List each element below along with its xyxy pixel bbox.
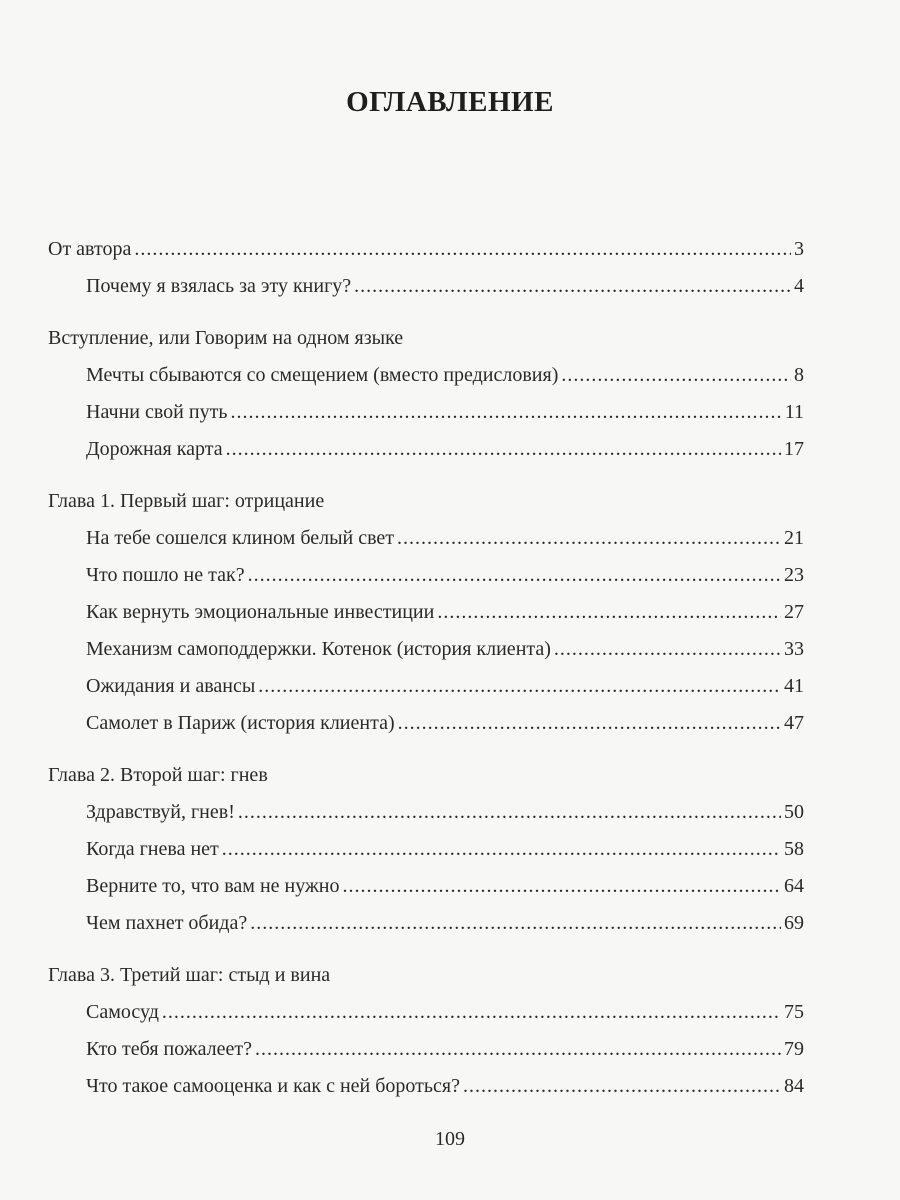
dot-leader — [238, 794, 781, 831]
entry-title: Чем пахнет обида? — [86, 912, 248, 934]
dot-leader — [248, 557, 781, 594]
entry-title: Глава 1. Первый шаг: отрицание — [48, 490, 325, 512]
entry-title: Когда гнева нет — [86, 838, 219, 860]
entry-page: 41 — [784, 675, 804, 697]
entry-page: 47 — [784, 712, 804, 734]
entry-title: Почему я взялась за эту книгу? — [86, 275, 352, 297]
dot-leader — [134, 231, 791, 268]
toc-section — [48, 483, 804, 742]
entry-title: Начни свой путь — [86, 401, 228, 423]
entry-title: Механизм самоподдержки. Котенок (история клиента) — [86, 638, 551, 660]
entry-title: Вступление, или Говорим на одном языке — [48, 327, 404, 349]
dot-leader — [554, 631, 781, 668]
toc-entry — [48, 394, 804, 431]
entry-title: Глава 2. Второй шаг: гнев — [48, 764, 268, 786]
entry-title: Верните то, что вам не нужно — [86, 875, 340, 897]
toc-section — [48, 957, 804, 1105]
entry-page: 79 — [784, 1038, 804, 1060]
page-number: 109 — [435, 1128, 465, 1150]
entry-page: 17 — [784, 438, 804, 460]
entry-title: От автора — [48, 238, 132, 260]
toc-entry — [48, 831, 804, 868]
toc-section — [48, 757, 804, 942]
toc-entry — [48, 794, 804, 831]
toc-entry — [48, 868, 804, 905]
entry-page: 75 — [784, 1001, 804, 1023]
toc-entry — [48, 905, 804, 942]
toc-entry — [48, 520, 804, 557]
entry-title: Глава 3. Третий шаг: стыд и вина — [48, 964, 331, 986]
toc-entry — [48, 668, 804, 705]
entry-title: Что пошло не так? — [86, 564, 245, 586]
dot-leader — [398, 705, 781, 742]
toc-entry — [48, 594, 804, 631]
toc-entry-chapter — [48, 231, 804, 268]
toc-entry — [48, 1068, 804, 1105]
entry-title: Самолет в Париж (история клиента) — [86, 712, 395, 734]
dot-leader — [222, 831, 781, 868]
toc-entry — [48, 557, 804, 594]
dot-leader — [258, 668, 781, 705]
toc-entry-chapter — [48, 757, 804, 794]
entry-title: Здравствуй, гнев! — [86, 801, 235, 823]
dot-leader — [250, 905, 781, 942]
entry-title: Кто тебя пожалеет? — [86, 1038, 252, 1060]
entry-page: 3 — [794, 238, 804, 260]
dot-leader — [343, 868, 781, 905]
toc-entry-chapter — [48, 320, 804, 357]
dot-leader — [437, 594, 781, 631]
toc-section — [48, 231, 804, 305]
dot-leader — [162, 994, 781, 1031]
entry-title: На тебе сошелся клином белый свет — [86, 527, 395, 549]
entry-page: 27 — [784, 601, 804, 623]
entry-page: 33 — [784, 638, 804, 660]
toc-entry — [48, 705, 804, 742]
entry-page: 58 — [784, 838, 804, 860]
entry-page: 21 — [784, 527, 804, 549]
toc-entry-chapter — [48, 483, 804, 520]
entry-page: 11 — [784, 401, 804, 423]
toc-entry — [48, 431, 804, 468]
page-title: ОГЛАВЛЕНИЕ — [346, 86, 554, 118]
entry-title: Самосуд — [86, 1001, 159, 1023]
entry-page: 50 — [784, 801, 804, 823]
entry-page: 64 — [784, 875, 804, 897]
table-of-contents — [48, 231, 804, 1120]
toc-entry — [48, 268, 804, 305]
toc-section — [48, 320, 804, 468]
toc-entry — [48, 631, 804, 668]
toc-entry — [48, 357, 804, 394]
entry-title: Мечты сбываются со смещением (вместо предисловия) — [86, 364, 559, 386]
dot-leader — [255, 1031, 781, 1068]
dot-leader — [354, 268, 791, 305]
entry-title: Что такое самооценка и как с ней бороться? — [86, 1075, 460, 1097]
entry-title: Ожидания и авансы — [86, 675, 256, 697]
dot-leader — [226, 431, 781, 468]
entry-page: 23 — [784, 564, 804, 586]
toc-entry — [48, 1031, 804, 1068]
entry-page: 69 — [784, 912, 804, 934]
toc-entry — [48, 994, 804, 1031]
toc-entry-chapter — [48, 957, 804, 994]
dot-leader — [397, 520, 781, 557]
entry-page: 4 — [794, 275, 804, 297]
dot-leader — [561, 357, 791, 394]
dot-leader — [463, 1068, 781, 1105]
entry-page: 84 — [784, 1075, 804, 1097]
dot-leader — [230, 394, 781, 431]
entry-page: 8 — [794, 364, 804, 386]
entry-title: Дорожная карта — [86, 438, 223, 460]
entry-title: Как вернуть эмоциональные инвестиции — [86, 601, 435, 623]
